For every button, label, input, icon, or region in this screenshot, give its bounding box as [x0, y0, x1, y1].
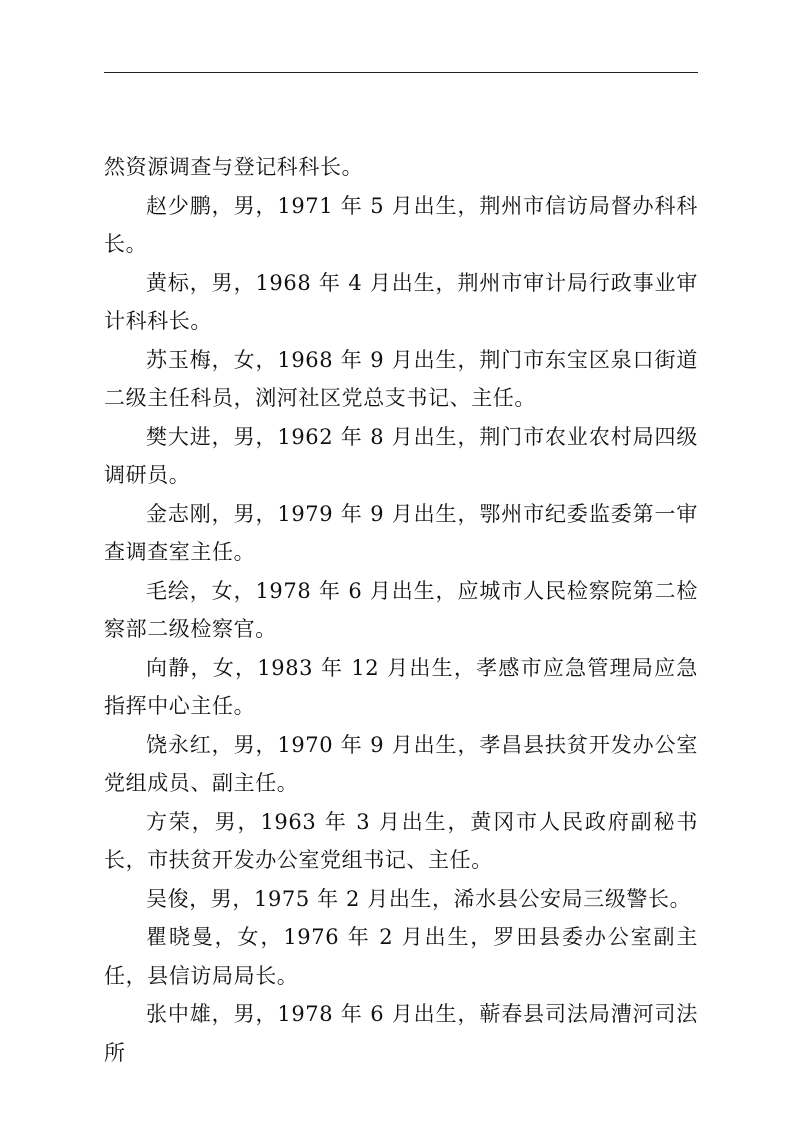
paragraph-wu-jun: 吴俊，男，1975 年 2 月出生，浠水县公安局三级警长。	[146, 886, 692, 911]
paragraph-fan-dajin: 樊大进，男，1962 年 8 月出生，荆门市农业农村局四级调研员。	[104, 424, 698, 487]
document-body	[104, 148, 698, 1072]
paragraph-mao-hui: 毛绘，女，1978 年 6 月出生，应城市人民检察院第二检察部二级检察官。	[104, 578, 698, 641]
paragraph-zhang-zhongxiong: 张中雄，男，1978 年 6 月出生，蕲春县司法局漕河司法所	[104, 1002, 698, 1065]
header-rule	[104, 72, 698, 73]
paragraph-xiang-jing: 向静，女，1983 年 12 月出生，孝感市应急管理局应急指挥中心主任。	[104, 655, 698, 718]
paragraph-fang-rong: 方荣，男，1963 年 3 月出生，黄冈市人民政府副秘书长，市扶贫开发办公室党组书记、主任。	[104, 809, 698, 872]
paragraph-rao-yonghong: 饶永红，男，1970 年 9 月出生，孝昌县扶贫开发办公室党组成员、副主任。	[104, 732, 698, 795]
paragraph-continuation: 然资源调查与登记科科长。	[104, 155, 364, 179]
paragraph-jin-zhigang: 金志刚，男，1979 年 9 月出生，鄂州市纪委监委第一审查调查室主任。	[104, 501, 698, 564]
paragraph-huang-biao: 黄标，男，1968 年 4 月出生，荆州市审计局行政事业审计科科长。	[104, 270, 698, 333]
paragraph-qu-xiaoman: 瞿晓曼，女，1976 年 2 月出生，罗田县委办公室副主任，县信访局局长。	[104, 925, 698, 988]
paragraph-zhao-shaopeng: 赵少鹏，男，1971 年 5 月出生，荆州市信访局督办科科长。	[104, 193, 698, 256]
paragraph-su-yumei: 苏玉梅，女，1968 年 9 月出生，荆门市东宝区泉口街道二级主任科员，浏河社区党总支书记、主任。	[104, 347, 698, 410]
